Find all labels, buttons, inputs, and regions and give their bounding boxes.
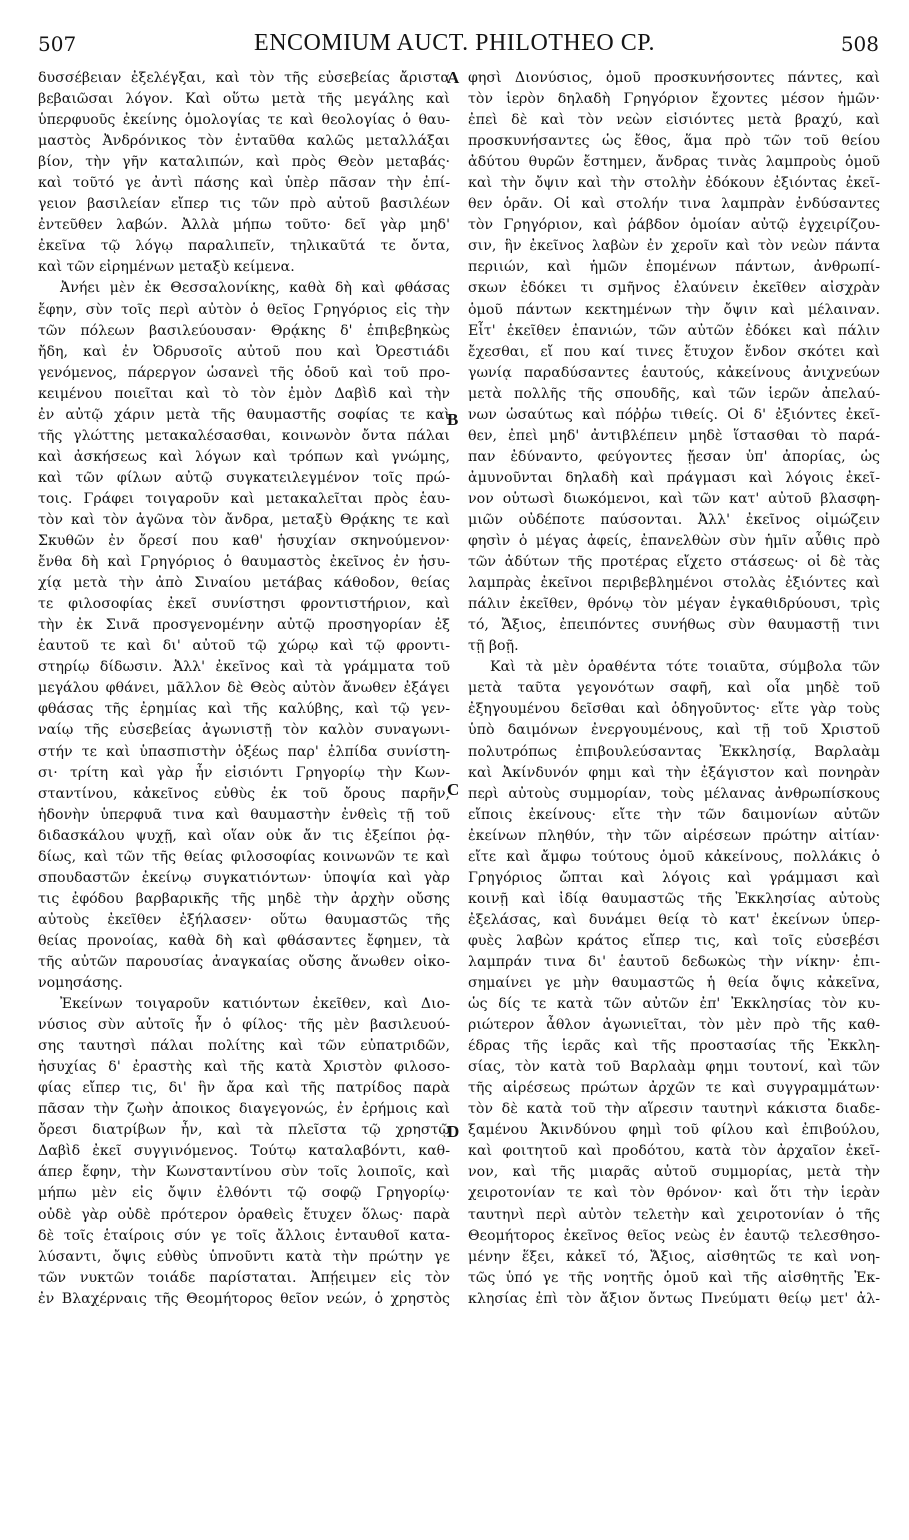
margin-marker-b: B: [447, 410, 459, 429]
text-line: σημαίνει γε μὴν θαυμαστῶς ἡ θεία ὄψις κἀκεῖνα,: [468, 975, 880, 992]
margin-marker-d: D: [447, 1122, 460, 1141]
text-line: νον οὑτωσὶ διωκόμενοι, καὶ τῶν κατ' αὐτοῦ βλασφη-: [468, 490, 880, 507]
text-line: Θεομήτορος ἐκεῖνος θεῖος νεὼς ἐν ἑαυτῷ τελεσθησο-: [468, 1227, 880, 1244]
text-line: δίως, καὶ τῶν τῆς θείας φιλοσοφίας κοινωνῶν τε καὶ: [38, 848, 450, 865]
text-line: σι· τρίτη καὶ γὰρ ἦν εἰσιόντι Γρηγορίῳ τὴν Κων-: [38, 764, 450, 781]
text-line: φίας εἴπερ τις, δι' ἣν ἄρα καὶ τῆς πατρίδος παρὰ: [38, 1080, 450, 1097]
page-header: [0, 30, 909, 64]
text-line: έδρας τῆς ἱερᾶς καὶ τῆς προστασίας τῆς Ἐκκλη-: [468, 1038, 880, 1055]
text-line: ἐξηγουμένου δεῖσθαι καὶ ὁδηγοῦντος· εἴτε γὰρ τοὺς: [468, 701, 880, 718]
text-line: ὡς δίς τε κατὰ τῶν αὐτῶν ἐπ' Ἐκκλησίας τὸν κυ-: [468, 996, 880, 1013]
margin-marker-c: C: [447, 780, 460, 799]
text-line: καὶ τῶν φίλων αὐτῷ συγκατειλεγμένον τοῖς πρώ-: [38, 469, 450, 486]
text-line: φυὲς λαβὼν κράτος εἴπερ τις, καὶ τοῖς εὐσεβέσι: [468, 932, 880, 949]
text-line: θείας προνοίας, καθὰ δὴ καὶ φθάσαντες ἔφημεν, τὰ: [38, 932, 450, 949]
page-number-right: 508: [840, 32, 879, 56]
text-line: ἐπεὶ δὲ καὶ τὸν νεὼν εἰσιόντες μετὰ βραχύ, καὶ: [468, 112, 880, 129]
text-line: καὶ τὴν ὄψιν καὶ τὴν στολὴν ἐδόκουν ἐξιόντας ἐκεῖ-: [468, 175, 880, 192]
text-line: καὶ ἀσκήσεως καὶ λόγων καὶ τρόπων καὶ γνώμης,: [38, 448, 450, 465]
text-line: γειον βασιλείαν εἴπερ τις τῶν πρὸ αὐτοῦ βασιλέων: [38, 196, 450, 213]
text-line: τῶς ὑπό γε τῆς νοητῆς ὁμοῦ καὶ τῆς αἰσθητῆς Ἐκ-: [468, 1269, 880, 1286]
text-line: μιῶν οὐδέποτε παύσονται. Ἀλλ' ἐκεῖνος οἰμώζειν: [468, 511, 880, 528]
text-line: κλησίας ἐπὶ τὸν ἄξιον ὄντως Πνεύματι θείῳ μετ' ἀλ-: [468, 1290, 880, 1307]
text-line: καὶ τῶν εἰρημένων μεταξὺ κείμενα.: [38, 259, 295, 276]
text-line: Ἀνήει μὲν ἐκ Θεσσαλονίκης, καθὰ δὴ καὶ φθάσας: [60, 280, 450, 297]
text-line: εἴποις ἐκείνους· εἴτε τὴν τῶν δαιμονίων αὐτῶν: [468, 806, 880, 823]
text-line: Γρηγόριος ὤπται καὶ λόγοις καὶ γράμμασι καὶ: [468, 869, 880, 886]
text-line: καὶ Ἀκίνδυνόν φημι καὶ τὴν ἐξάγιστον καὶ πονηρὰν: [468, 764, 880, 781]
text-line: μεγάλου φθάνει, μᾶλλον δὲ Θεὸς αὐτὸν ἄνωθεν ἐξάγει: [38, 680, 450, 697]
page-number-left: 507: [38, 32, 77, 56]
text-line: βίον, τὴν γῆν καταλιπών, καὶ πρὸς Θεὸν μεταβάς·: [38, 154, 450, 171]
text-line: λαμπρὰς ἐκεῖνοι περιβεβλημένοι στολὰς ἐξιόντες καὶ: [468, 575, 880, 592]
text-line: σπουδαστῶν ἐκείνῳ συγκατιόντων· ὑποψία καὶ γὰρ: [38, 869, 450, 886]
text-line: άπερ ἔφην, τὴν Κωνσταντίνου σὺν τοῖς λοιποῖς, καὶ: [38, 1164, 450, 1181]
text-line: λύσαντι, ὄψις εὐθὺς ὑπνοῦντι κατὰ τὴν πρώτην γε: [38, 1248, 450, 1265]
text-line: ριώτερον ἆθλον ἀγωνιεῖται, τὸν μὲν πρὸ τῆς καθ-: [468, 1017, 880, 1034]
text-line: τῆς αἱρέσεως πρώτων ἀρχῶν τε καὶ συγγραμμάτων·: [468, 1080, 880, 1097]
text-line: τε φιλοσοφίας ἐκεῖ συνίστησι φροντιστήριον, καὶ: [38, 596, 450, 613]
text-line: δὲ τοῖς ἑταίροις σύν γε τοῖς ἄλλοις ἐνταυθοῖ κατα-: [38, 1227, 450, 1244]
text-line: Δαβὶδ ἐκεῖ συγγινόμενος. Τούτῳ καταλαβόντι, καθ-: [38, 1143, 450, 1160]
text-line: τῶν πόλεων βασιλεύουσαν· Θρᾴκης δ' ἐπιβεβηκὼς: [38, 322, 450, 339]
margin-marker-a: A: [447, 68, 460, 87]
text-line: θεν, ἐπεὶ μηδ' ἀντιβλέπειν μηδὲ ἵστασθαι τὸ παρά-: [468, 427, 880, 444]
text-line: σης ταυτησὶ πάλαι πολίτης καὶ τῶν εὐπατριδῶν,: [38, 1038, 450, 1055]
text-line: σίας, τὸν κατὰ τοῦ Βαρλαὰμ φημι τουτονί, καὶ τῶν: [468, 1059, 880, 1076]
text-line: εἴτε καὶ ἄμφω τούτους ὁμοῦ κἀκείνους, πολλάκις ὁ: [468, 848, 880, 865]
text-line: κοινῇ καὶ ἰδίᾳ θαυμαστῶς τῆς Ἐκκλησίας αὐτοὺς: [468, 890, 880, 907]
text-line: νον, καὶ τῆς μιαρᾶς αὐτοῦ συμμορίας, μετὰ τὴν: [468, 1164, 880, 1181]
text-line: πολυτρόπως ἐπιβουλεύσαντας Ἐκκλησίᾳ, Βαρλαὰμ: [468, 743, 880, 760]
text-line: ἀδύτου θυρῶν ἔστημεν, ἄνδρας τινὰς λαμπροὺς ὁμοῦ: [468, 154, 880, 171]
text-line: στήν τε καὶ ὑπασπιστὴν ὀξέως παρ' ἐλπίδα συνίστη-: [38, 743, 450, 760]
text-line: οὐδὲ γὰρ οὐδὲ πρότερον ὁραθεὶς ἔτυχεν ὅλως· παρὰ: [38, 1206, 450, 1223]
text-line: ὑπερφυοῦς ἐκείνης ὁμολογίας τε καὶ θεολογίας ὁ θαυ-: [38, 112, 450, 129]
text-line: φησὶ Διονύσιος, ὁμοῦ προσκυνήσοντες πάντες, καὶ: [468, 70, 880, 86]
text-line: ταυτηνὶ περὶ αὐτὸν τελετὴν καὶ χειροτονίαν ὁ τῆς: [468, 1206, 880, 1223]
text-line: μένην ἕξει, κἀκεῖ τό, Ἄξιος, αἰσθητῶς τε καὶ νοη-: [468, 1248, 880, 1265]
text-line: περὶ αὐτοὺς συμμορίαν, τοὺς μέλανας ἀνθρωπίσκους: [468, 785, 880, 802]
text-line: ἑαυτοῦ τε καὶ δι' αὐτοῦ τῷ χώρῳ καὶ τῷ φροντι-: [38, 638, 450, 655]
text-line: ὑπὸ δαιμόνων ἐνεργουμένους, καὶ τῇ τοῦ Χριστοῦ: [468, 722, 880, 739]
text-line: σκων ἐδόκει τι σμῆνος ἐλαύνειν ἐκεῖθεν αἰσχρὰν: [468, 280, 880, 297]
text-line: βεβαιῶσαι λόγον. Καὶ οὕτω μετὰ τῆς μεγάλης καὶ: [38, 91, 450, 108]
text-line: γωνίᾳ παραδύσαντες ἑαυτούς, κἀκείνους ἀνιχνεύων: [468, 364, 880, 381]
text-line: ξαμένου Ἀκινδύνου φημὶ τοῦ φίλου καὶ ἐπιβούλου,: [468, 1122, 880, 1139]
text-line: ἔχεσθαι, εἴ που καί τινες ἔτυχον ἔνδον σκότει καὶ: [468, 343, 880, 360]
text-line: ὄρεσι διατρίβων ἦν, καὶ τὰ πλεῖστα τῷ χρηστῷ: [38, 1122, 450, 1139]
text-line: τό, Ἄξιος, ἐπειπόντες συνήθως σὺν θαυμαστῇ τινι: [468, 617, 880, 634]
text-line: καὶ τοῦτό γε ἀντὶ πάσης καὶ ὑπὲρ πᾶσαν τὴν ἐπί-: [38, 175, 450, 192]
text-line: περιιών, καὶ ἡμῶν ἑπομένων πάντων, ἀνθρωπί-: [468, 259, 880, 276]
text-line: τῶν νυκτῶν τοιάδε παρίσταται. Ἀπῄειμεν εἰς τὸν: [38, 1269, 450, 1286]
text-line: κειμένου ποιεῖται καὶ τὸ τὸν ἐμὸν Δαβὶδ καὶ τὴν: [38, 385, 450, 402]
text-line: πάλιν ἐκεῖθεν, θρόνῳ τὸν μέγαν ἐγκαθιδρύουσι, τρὶς: [468, 596, 880, 613]
text-line: ἤδη, καὶ ἐν Ὀδρυσοῖς αὐτοῦ που καὶ Ὀρεστιάδι: [38, 343, 450, 360]
text-line: ἐκεῖνα τῷ λόγῳ παραλιπεῖν, τηλικαῦτά τε ὄντα,: [38, 238, 450, 255]
text-line: ἠσυχίας δ' ἐραστὴς καὶ τῆς κατὰ Χριστὸν φιλοσο-: [38, 1059, 450, 1076]
running-title: ENCOMIUM AUCT. PHILOTHEO CP.: [254, 30, 655, 56]
text-line: μαστὸς Ἀνδρόνικος τὸν ἐνταῦθα καλῶς μεταλλάξαι: [38, 133, 450, 150]
text-line: σιν, ἣν ἐκεῖνος λαβὼν ἐν χεροῖν καὶ τὸν νεὼν πάντα: [468, 238, 880, 255]
text-line: τοις. Γράφει τοιγαροῦν καὶ μετακαλεῖται πρὸς ἑαυ-: [38, 490, 450, 507]
text-line: γενόμενος, πάρεργον ὡσανεὶ τῆς ὁδοῦ καὶ τοῦ προ-: [38, 364, 450, 381]
text-line: τῆς γλώττης μετακαλέσασθαι, κοινωνὸν ὄντα πάλαι: [38, 427, 450, 444]
text-line: φησὶν ὁ μέγας ἀφείς, ἐπανελθὼν σὺν ἡμῖν αὖθις πρὸ: [468, 533, 880, 550]
text-line: Καὶ τὰ μὲν ὁραθέντα τότε τοιαῦτα, σύμβολα τῶν: [490, 659, 880, 676]
text-line: τῆς αὐτῶν παρουσίας ἀναγκαίας οὔσης ἄνωθεν οἰκο-: [38, 953, 450, 970]
text-line: ἀμυνοῦνται δηλαδὴ καὶ πράγμασι καὶ λόγοις ἐκεῖ-: [468, 469, 880, 486]
text-line: καὶ φοιτητοῦ καὶ προδότου, κατὰ τὸν ἀρχαῖον ἐκεῖ-: [468, 1143, 880, 1160]
text-line: ἐξελάσας, καὶ δυνάμει θείᾳ τὸ κατ' ἐκείνων ὑπερ-: [468, 911, 880, 928]
text-line: ἐν αὐτῷ χάριν μετὰ τῆς θαυμαστῆς σοφίας τε καὶ: [38, 406, 450, 423]
text-line: τὸν Γρηγόριον, καὶ ῥάβδον ὁμοίαν αὐτῷ ἐγχειρίζου-: [468, 217, 880, 234]
text-line: διδασκάλου ψυχῇ, καὶ οἵαν οὐκ ἄν τις ἐξείποι ῥᾳ-: [38, 827, 450, 844]
text-line: τὸν ἱερὸν δηλαδὴ Γρηγόριον ἔχοντες μέσον ἡμῶν·: [468, 91, 880, 108]
text-line: ἔνθα δὴ καὶ Γρηγόριος ὁ θαυμαστὸς ἐκεῖνος ἐν ἡσυ-: [38, 554, 450, 571]
text-line: χειροτονίαν τε καὶ τὸν θρόνον· καὶ ὅτι τὴν ἱερὰν: [468, 1185, 880, 1202]
text-line: νων ὡσαύτως καὶ πόῤῥω τιθείς. Οἱ δ' ἐξιόντες ἐκεῖ-: [468, 406, 880, 423]
text-line: ἐκείνων πληθύν, τὴν τῶν αἱρέσεων πρώτην αἰτίαν·: [468, 827, 880, 844]
text-line: τὴν ἐκ Σινᾶ προσγενομένην αὐτῷ προσηγορίαν ἐξ: [38, 617, 450, 634]
text-line: τὸν δὲ κατὰ τοῦ τὴν αἵρεσιν ταυτηνὶ κάκιστα διαδε-: [468, 1101, 880, 1118]
text-line: ναίῳ τῆς εὐσεβείας ἀγωνιστῇ τὸν καλὸν συναγωνι-: [38, 722, 450, 739]
text-line: Εἶτ' ἐκεῖθεν ἐπανιών, τῶν αὐτῶν ἐδόκει καὶ πάλιν: [468, 322, 880, 339]
text-line: νύσιος σὺν αὐτοῖς ἦν ὁ φίλος· τῆς μὲν βασιλευού-: [38, 1017, 450, 1034]
text-line: ἐντεῦθεν λαβών. Ἀλλὰ μήπω τοῦτο· δεῖ γὰρ μηδ': [38, 217, 450, 234]
text-line: τῇ βοῇ.: [468, 638, 519, 655]
text-line: λαμπράν τινα δι' ἑαυτοῦ δεδωκὼς τὴν νίκην· ἐπι-: [468, 953, 880, 970]
text-line: ἐν Βλαχέρναις τῆς Θεομήτορος θεῖον νεών, ὁ χρηστὸς: [38, 1290, 450, 1307]
text-line: αὐτοὺς ἐκεῖθεν ἐξήλασεν· οὕτω θαυμαστῶς τῆς: [38, 911, 450, 928]
right-column: [468, 68, 880, 1513]
text-line: σταντίνου, κἀκεῖνος εὐθὺς ἐκ τοῦ ὄρους παρῆν,: [38, 785, 450, 802]
left-column: [38, 68, 450, 1513]
text-line: προσκυνήσαντες ὡς ἔθος, ἅμα πρὸ τῶν τοῦ θείου: [468, 133, 880, 150]
text-line: ἔφην, σὺν τοῖς περὶ αὐτὸν ὁ θεῖος Γρηγόριος εἰς τὴν: [38, 301, 450, 318]
text-line: νομησάσης.: [38, 975, 123, 992]
text-line: ἡδονὴν ὑπερφυᾶ τινα καὶ θαυμαστὴν ἐνθεὶς τῇ τοῦ: [38, 806, 450, 823]
text-line: μετὰ ταῦτα γεγονότων σαφῆ, καὶ οἷα μηδὲ τοῦ: [468, 680, 880, 697]
text-line: στηρίῳ δίδωσιν. Ἀλλ' ἐκεῖνος καὶ τὰ γράμματα τοῦ: [38, 659, 450, 676]
text-line: θεν ὁρᾶν. Οἱ καὶ στολήν τινα λαμπρὰν ἐνδύσαντες: [468, 196, 880, 213]
text-line: μετὰ πολλῆς τῆς σπουδῆς, καὶ τῶν ἱερῶν ἀπελαύ-: [468, 385, 880, 402]
text-line: φθάσας τῆς ἐρημίας καὶ τῆς καλύβης, καὶ τῷ γεν-: [38, 701, 450, 718]
text-line: ὁμοῦ πάντων κεκτημένων τὴν ὄψιν καὶ μέλαιναν.: [468, 301, 880, 318]
text-line: τῶν ἀδύτων τῆς προτέρας εἴχετο στάσεως· οἱ δὲ τὰς: [468, 554, 880, 571]
text-line: πᾶσαν τὴν ζωὴν ἀποικος διαγεγονώς, ἐν ἐρήμοις καὶ: [38, 1101, 450, 1118]
text-line: μήπω μὲν εἰς ὄψιν ἐλθόντι τῷ σοφῷ Γρηγορίῳ·: [38, 1185, 450, 1202]
text-line: τις ἐφόδου βαρβαρικῆς τῆς μηδὲ τὴν ἀρχὴν οὔσης: [38, 890, 450, 907]
text-line: χίᾳ μετὰ τὴν ἀπὸ Σιναίου μετάβας κάθοδον, θείας: [38, 575, 450, 592]
text-line: Ἐκείνων τοιγαροῦν κατιόντων ἐκεῖθεν, καὶ Διο-: [60, 996, 450, 1013]
text-line: Σκυθῶν ἐν ὄρεσί που καθ' ἡσυχίαν σκηνούμενον·: [38, 533, 450, 550]
text-line: τὸν καὶ τὸν ἀγῶνα τὸν ἄνδρα, μεταξὺ Θρᾴκης τε καὶ: [38, 511, 450, 528]
text-line: παν ἐδύναντο, φεύγοντες ᾔεσαν ὑπ' ἀπορίας, ὡς: [468, 448, 880, 465]
text-line: δυσσέβειαν ἐξελέγξαι, καὶ τὸν τῆς εὐσεβείας ἄριστα: [38, 70, 450, 86]
